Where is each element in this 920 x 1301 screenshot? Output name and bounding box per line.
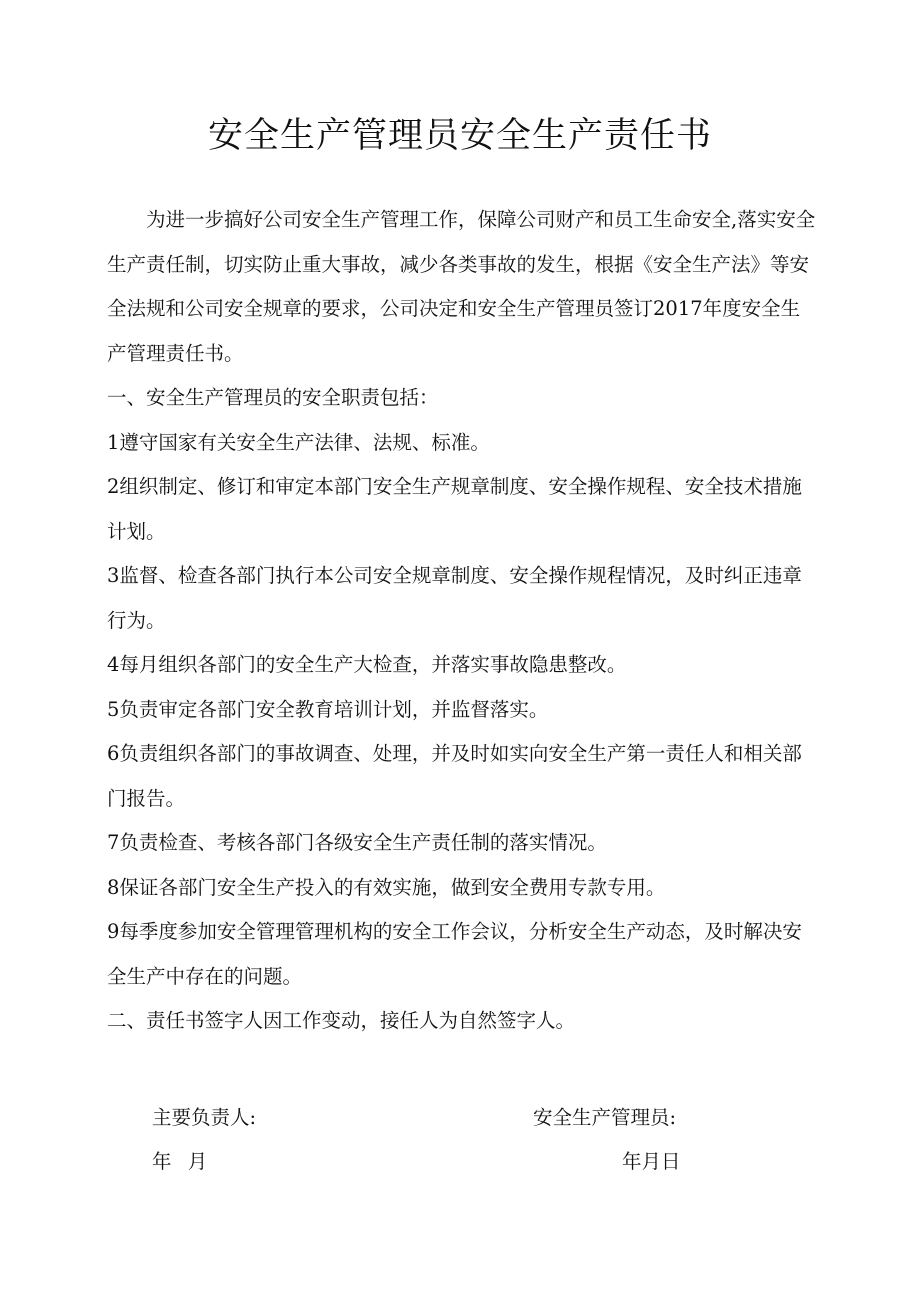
duty-item-2: 2组织制定、修订和审定本部门安全生产规章制度、安全操作规程、安全技术措施计划。 [107,475,802,543]
section-2-heading: 二、责任书签字人因工作变动，接任人为自然签字人。 [107,1009,576,1032]
duty-item-7: 7负责检查、考核各部门各级安全生产责任制的落实情况。 [107,831,607,854]
duty-item-5: 5负责审定各部门安全教育培训计划，并监督落实。 [107,697,549,721]
safety-manager-date-label: 年月日 [622,1150,681,1173]
principal-signature-label: 主要负责人: [152,1106,257,1129]
safety-manager-signature-label: 安全生产管理员: [533,1106,677,1129]
document-body [107,198,817,1044]
duty-item-3: 3监督、检查各部门执行本公司安全规章制度、安全操作规程情况，及时纠正违章行为。 [107,564,802,632]
duty-item-4: 4每月组织各部门的安全生产大检查，并落实事故隐患整改。 [107,653,627,676]
duty-item-9: 9每季度参加安全管理管理机构的安全工作会议，分析安全生产动态，及时解决安全生产中存在的问题。 [107,920,802,988]
duty-item-8: 8保证各部门安全生产投入的有效实施，做到安全费用专款专用。 [107,875,666,899]
duty-item-1: 1遵守国家有关安全生产法律、法规、标准。 [107,430,490,454]
duty-item-6: 6负责组织各部门的事故调查、处理，并及时如实向安全生产第一责任人和相关部门报告。 [107,742,802,810]
document-title: 安全生产管理员安全生产责任书 [207,116,712,156]
section-1-heading: 一、安全生产管理员的安全职责包括： [107,386,439,409]
principal-date-label: 年 月 [152,1150,208,1173]
intro-paragraph: 为进一步搞好公司安全生产管理工作，保障公司财产和员工生命安全,落实安全生产责任制，切实防止重大事故，减少各类事故的发生，根据《安全生产法》等安全法规和公司安全规章的要求，公司决定和安全生产管理员签订2017年度安全生产管理责任书。 [107,208,816,365]
